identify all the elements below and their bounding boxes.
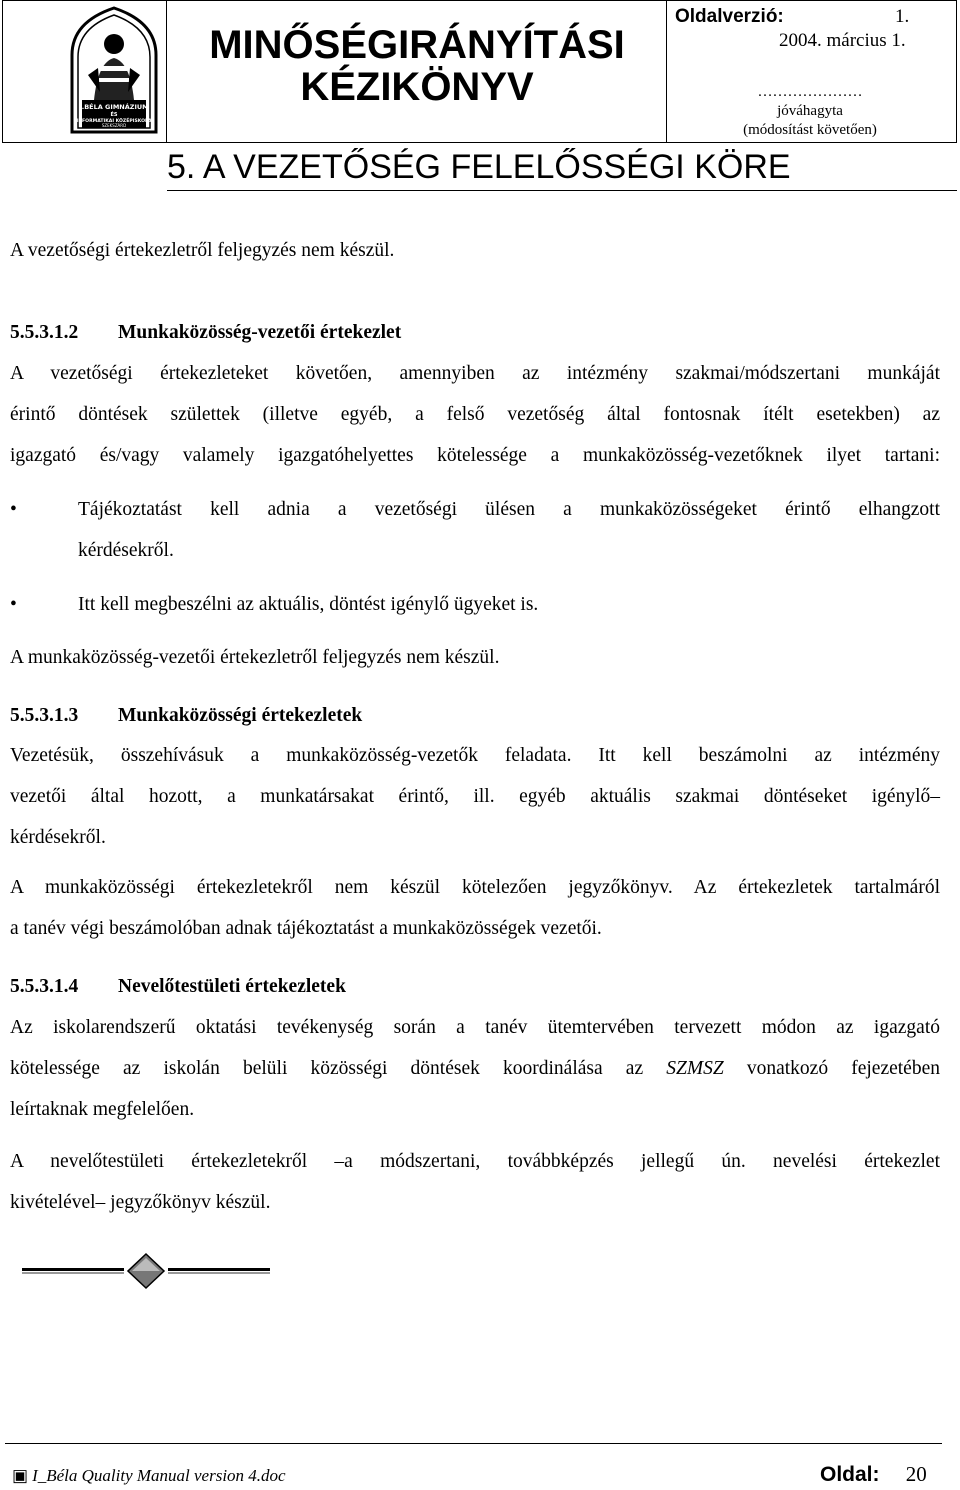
- s2-para-line1: A vezetőségi értekezleteket követően, amennyiben az intézmény szakmai/módszertani munkáját: [10, 363, 940, 384]
- page-label: Oldal:: [820, 1463, 880, 1486]
- s2-para-line2: érintő döntések születtek (illetve egyéb, a felső vezetőség által fontosnak ítélt esetekben) az: [10, 404, 940, 425]
- list-item-text: Itt kell megbeszélni az aktuális, döntést igénylő ügyeket is.: [78, 594, 539, 615]
- section-number: 5.5.3.1.3: [10, 705, 79, 726]
- s3-para-line1: Vezetésük, összehívásuk a munkaközösség-vezetők feladata. Itt kell beszámolni az intézmény: [10, 745, 940, 766]
- paragraph-leadership-minutes: A vezetőségi értekezletről feljegyzés nem készül.: [10, 240, 395, 261]
- logo-caption-1: I.BÉLA GIMNÁZIUM: [79, 103, 149, 111]
- section-title: Nevelőtestületi értekezletek: [118, 976, 346, 997]
- s4-para-line3: leírtaknak megfelelően.: [10, 1099, 195, 1120]
- s3-para-line2: vezetői által hozott, a munkatársakat érintő, ill. egyéb aktuális szakmai döntéseket igénylő–: [10, 786, 940, 807]
- footer-page-number: [820, 1462, 927, 1487]
- diamond-divider-icon: [22, 1252, 272, 1292]
- version-number: 1.: [895, 6, 910, 27]
- s4-para-line2-part1: kötelessége az iskolán belüli közösségi döntések koordinálása az: [10, 1058, 667, 1079]
- version-info: [667, 0, 957, 143]
- s4-para2-line1: A nevelőtestületi értekezletekről –a módszertani, továbbképzés jellegű ún. nevelési értekezlet: [10, 1151, 940, 1172]
- s4-para2-line2: kivételével– jegyzőkönyv készül.: [10, 1192, 271, 1213]
- footer-document-name: [12, 1466, 286, 1486]
- logo-caption-4: SZEKSZÁRD: [101, 123, 127, 128]
- s4-para-line2: [10, 1048, 940, 1089]
- s4-para-line1: Az iskolarendszerű oktatási tevékenység során a tanév ütemtervében tervezett módon az igazgató: [10, 1017, 940, 1038]
- logo-caption-3: INFORMATIKAI KÖZÉPISKOLA: [76, 119, 152, 124]
- section-heading-5-5-3-1-3: [10, 695, 362, 736]
- s4-para-line2-part2: vonatkozó fejezetében: [723, 1058, 940, 1079]
- s2-para-line3: igazgató és/vagy valamely igazgatóhelyettes kötelessége a munkaközösség-vezetőknek ilyet tartani:: [10, 445, 940, 466]
- version-date: 2004. március 1.: [779, 30, 906, 51]
- page-number: 20: [905, 1462, 927, 1486]
- section-heading-5-5-3-1-2: [10, 312, 401, 353]
- document-icon: ▣: [12, 1466, 29, 1485]
- approval-signature-line: …………………: [757, 84, 863, 100]
- school-logo-cell: [2, 0, 167, 143]
- footer-rule: [5, 1443, 942, 1444]
- chapter-title: 5. A VEZETŐSÉG FELELŐSSÉGI KÖRE: [167, 144, 957, 191]
- manual-title-cell: [167, 0, 667, 143]
- manual-title: [167, 24, 667, 108]
- section-title: Munkaközösség-vezetői értekezlet: [118, 322, 402, 343]
- list-item-line2: kérdésekről.: [78, 540, 174, 561]
- list-item-line1: Tájékoztatást kell adnia a vezetőségi ülésen a munkaközösségeket érintő elhangzott: [78, 499, 940, 520]
- manual-title-line1: MINŐSÉGIRÁNYÍTÁSI: [209, 23, 625, 67]
- approved-label: jóváhagyta: [777, 103, 843, 119]
- manual-title-line2: KÉZIKÖNYV: [300, 65, 534, 109]
- section-number: 5.5.3.1.4: [10, 976, 79, 997]
- document-filename: I_Béla Quality Manual version 4.doc: [32, 1466, 286, 1485]
- section-number: 5.5.3.1.2: [10, 322, 79, 343]
- section-heading-5-5-3-1-4: [10, 966, 346, 1007]
- modification-note: (módosítást követően): [743, 122, 877, 138]
- logo-caption-2: ÉS: [110, 112, 118, 118]
- section-title: Munkaközösségi értekezletek: [118, 705, 363, 726]
- s3-para-line3: kérdésekről.: [10, 827, 106, 848]
- s3-para2-line2: a tanév végi beszámolóban adnak tájékoztatást a munkaközösségek vezetői.: [10, 918, 602, 939]
- school-crest-logo: [2, 0, 167, 143]
- version-label: Oldalverzió:: [675, 6, 784, 27]
- bullet-icon: •: [10, 594, 17, 615]
- bullet-icon: •: [10, 499, 17, 520]
- szmsz-reference: SZMSZ: [666, 1058, 724, 1079]
- s2-closing-paragraph: A munkaközösség-vezetői értekezletről feljegyzés nem készül.: [10, 647, 500, 668]
- s3-para2-line1: A munkaközösségi értekezletekről nem készül kötelezően jegyzőkönyv. Az értekezletek tartalmáról: [10, 877, 940, 898]
